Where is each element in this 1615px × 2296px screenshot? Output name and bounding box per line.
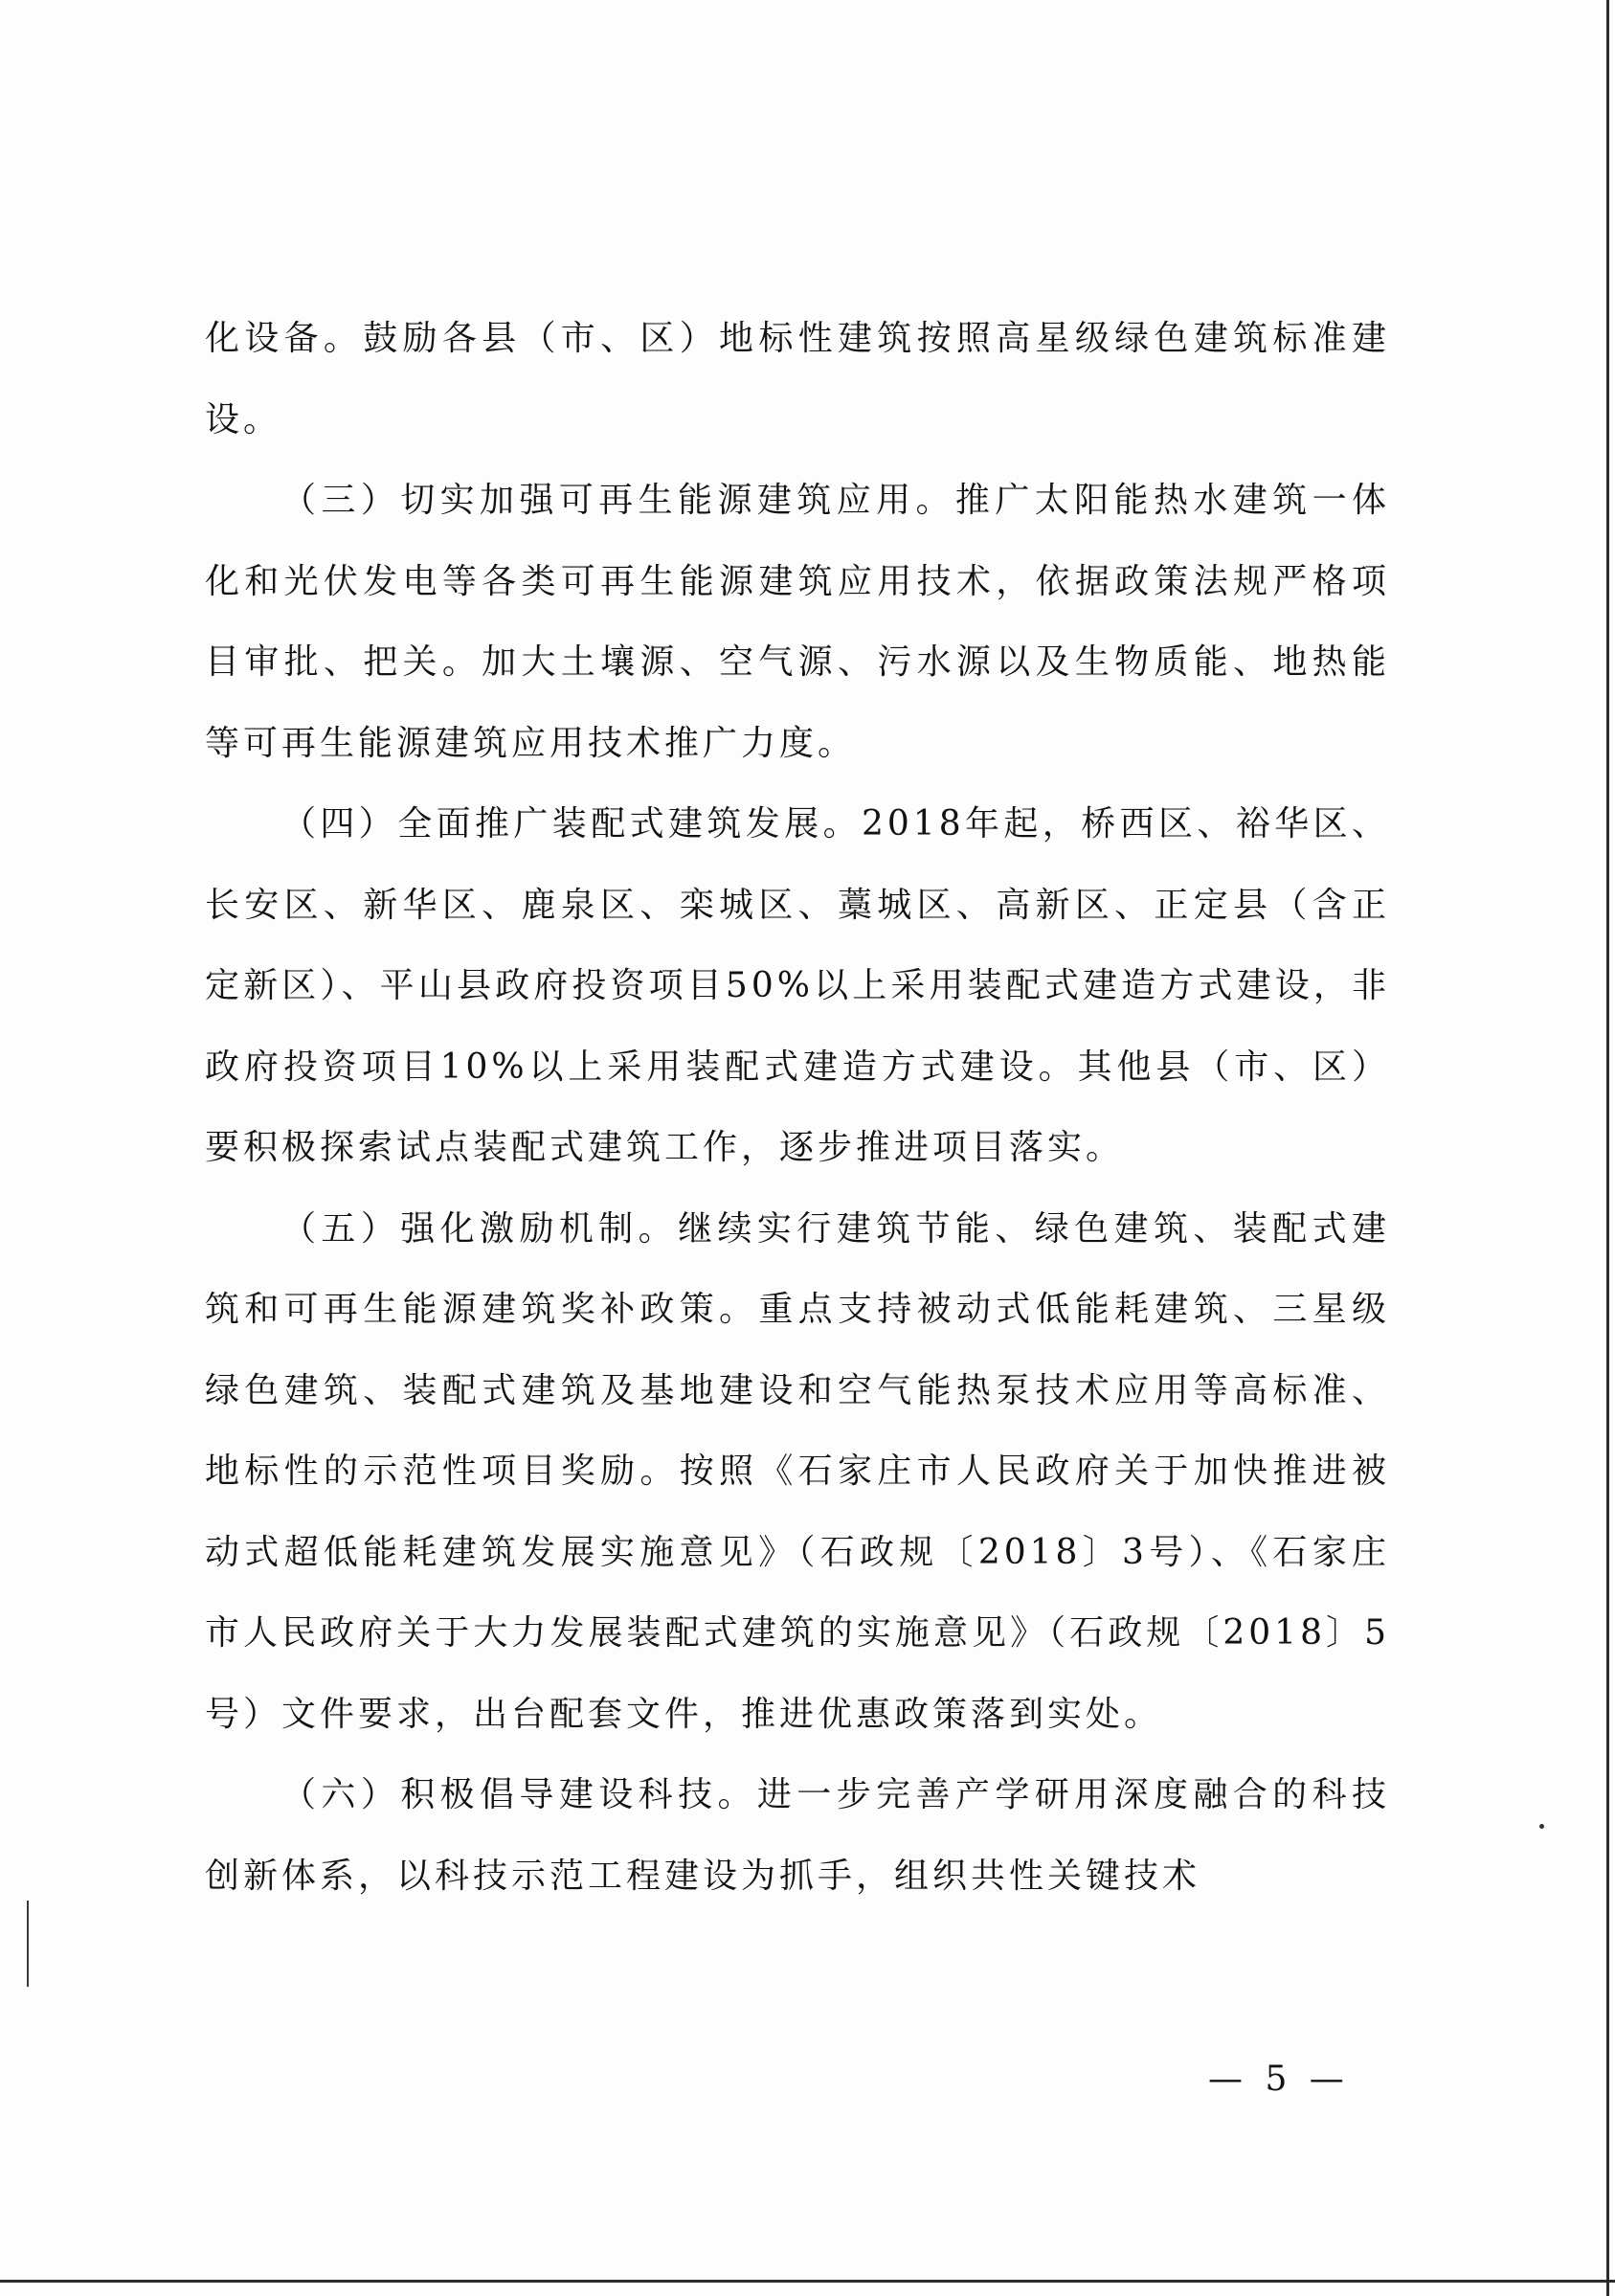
paragraph-section-5: （五）强化激励机制。继续实行建筑节能、绿色建筑、装配式建筑和可再生能源建筑奖补政策。重点支持被动式低能耗建筑、三星级绿色建筑、装配式建筑及基地建设和空气能热泵技术应用等高标准、地标性的示范性项目奖励。按照《石家庄市人民政府关于加快推进被动式超低能耗建筑发展实施意见》（石政规〔2018〕3号）、《石家庄市人民政府关于大力发展装配式建筑的实施意见》（石政规〔2018〕5号）文件要求，出台配套文件，推进优惠政策落到实处。 xyxy=(205,1208,1390,1734)
paragraph-section-3: （三）切实加强可再生能源建筑应用。推广太阳能热水建筑一体化和光伏发电等各类可再生能源建筑应用技术，依据政策法规严格项目审批、把关。加大土壤源、空气源、污水源以及生物质能、地热能等可再生能源建筑应用技术推广力度。 xyxy=(205,481,1390,763)
paragraph-section-6: （六）积极倡导建设科技。进一步完善产学研用深度融合的科技创新体系，以科技示范工程建设为抓手，组织共性关键技术 xyxy=(205,1775,1390,1896)
paragraph-section-4: （四）全面推广装配式建筑发展。2018年起，桥西区、裕华区、长安区、新华区、鹿泉区、栾城区、藁城区、高新区、正定县（含正定新区）、平山县政府投资项目50%以上采用装配式建造方式建设，非政府投资项目10%以上采用装配式建造方式建设。其他县（市、区）要积极探索试点装配式建筑工作，逐步推进项目落实。 xyxy=(205,804,1390,1167)
page-number: — 5 — xyxy=(1208,2060,1350,2099)
document-body xyxy=(205,299,1390,1917)
paragraph-continuation: 化设备。鼓励各县（市、区）地标性建筑按照高星级绿色建筑标准建设。 xyxy=(205,319,1390,439)
scan-border-right xyxy=(1606,0,1609,2296)
scan-border-bottom xyxy=(0,2280,1615,2283)
scan-mark xyxy=(27,1901,29,1987)
scan-speck xyxy=(1539,1824,1544,1829)
